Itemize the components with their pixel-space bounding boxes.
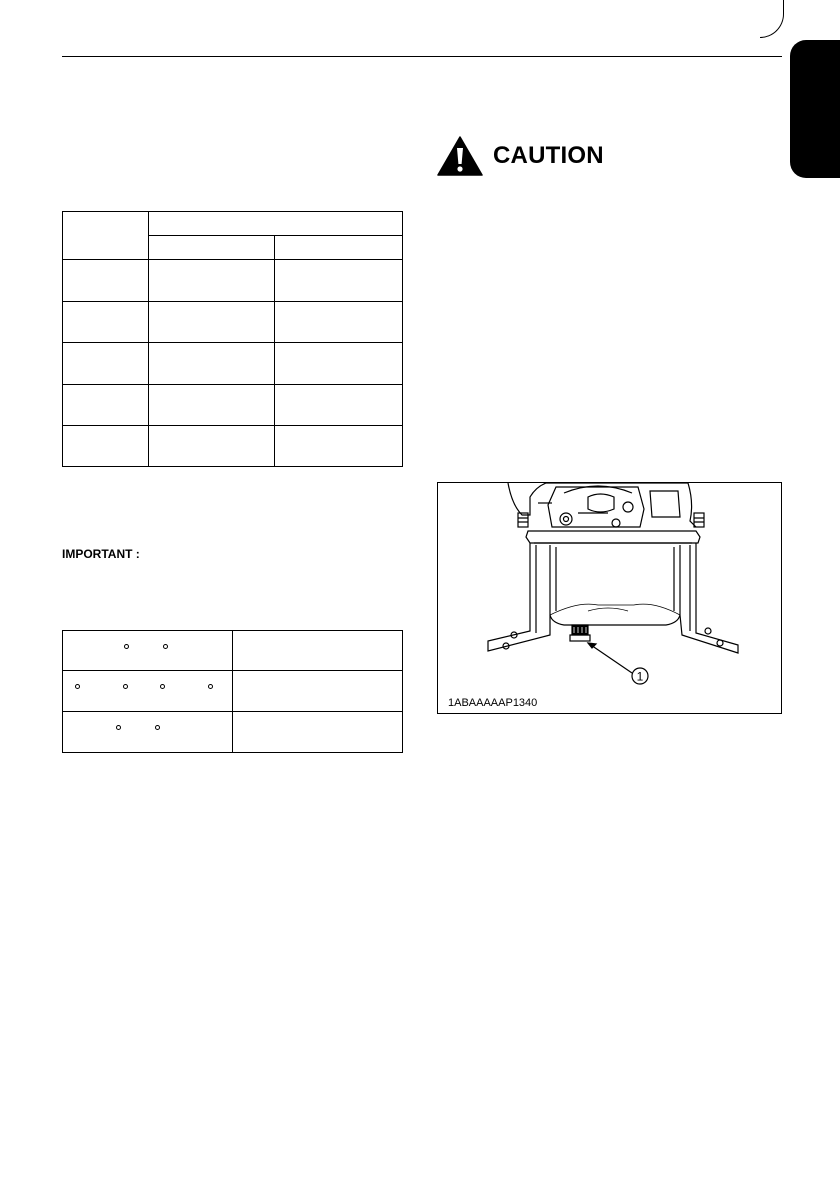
degree-icon [116, 725, 121, 730]
table-row [63, 260, 403, 302]
oil-pan-drain-figure [437, 482, 782, 714]
warning-triangle-icon [437, 136, 483, 176]
callout-number: 1 [636, 669, 644, 684]
table-row [63, 631, 403, 671]
temperature-table [62, 630, 403, 753]
side-tab [790, 40, 840, 178]
table-row [63, 712, 403, 753]
degree-icon [123, 684, 128, 689]
degree-icon [75, 684, 80, 689]
caution-label: CAUTION [493, 142, 604, 169]
figure-code: 1ABAAAAAP1340 [448, 697, 538, 709]
table-header-cell [63, 212, 149, 260]
caution-heading [437, 136, 604, 176]
table-row [63, 671, 403, 712]
table-header-cell [148, 212, 402, 236]
degree-icon [155, 725, 160, 730]
important-label: IMPORTANT : [62, 547, 140, 561]
degree-icon [163, 644, 168, 649]
table-header-cell [148, 236, 275, 260]
table-row [63, 426, 403, 467]
degree-icon [208, 684, 213, 689]
header-rule [62, 56, 782, 57]
table-header-cell [275, 236, 403, 260]
table-row [63, 302, 403, 343]
spec-table [62, 211, 403, 467]
engine-oil-pan-illustration [438, 483, 783, 715]
degree-icon [160, 684, 165, 689]
table-row [63, 385, 403, 426]
degree-icon [124, 644, 129, 649]
corner-arc [760, 0, 784, 38]
table-row [63, 343, 403, 385]
